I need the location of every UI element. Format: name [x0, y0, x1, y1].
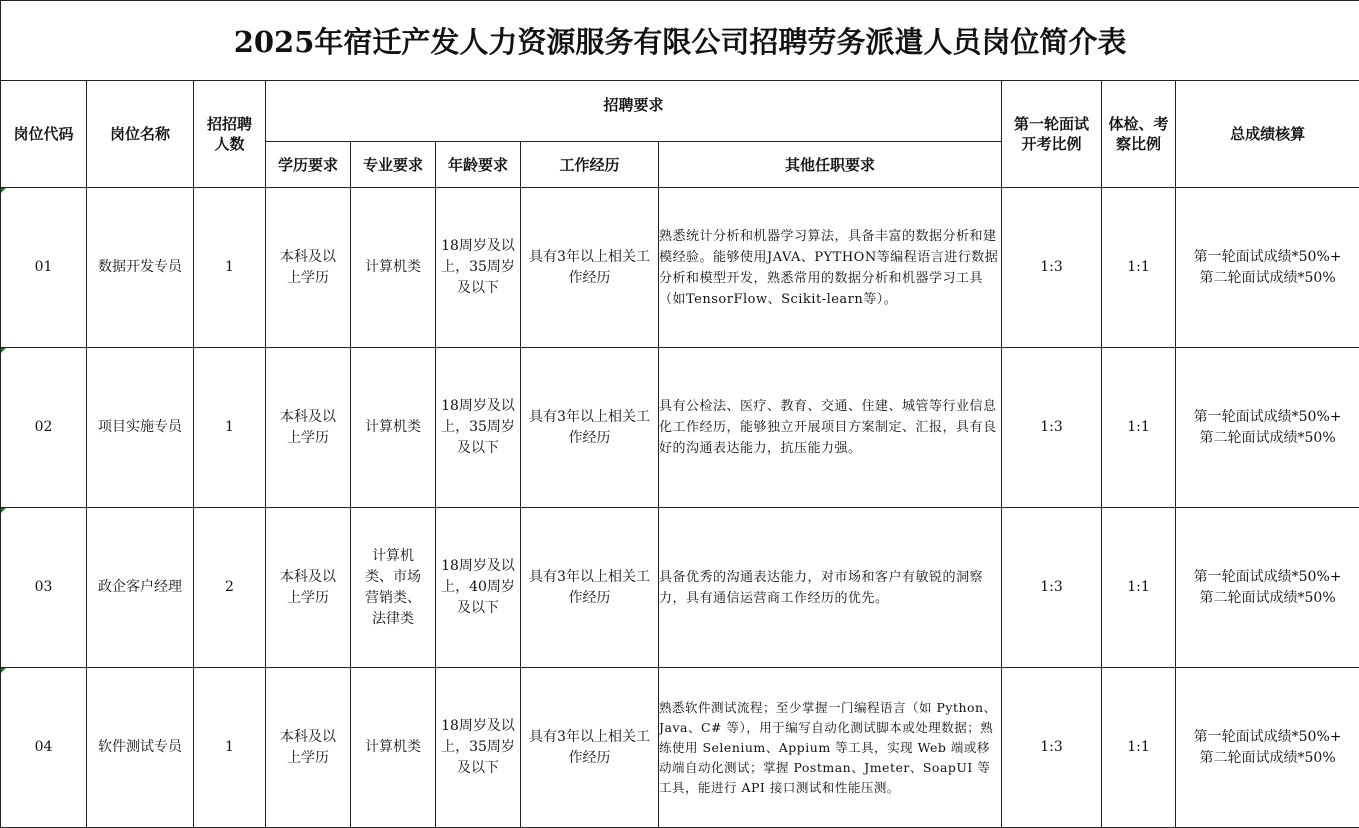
row-experience: 具有3年以上相关工作经历 — [521, 508, 659, 668]
row-interview-ratio: 1:3 — [1002, 188, 1102, 348]
table-row — [1, 348, 1359, 508]
score-line-1: 第一轮面试成绩*50%+ — [1176, 407, 1359, 428]
row-major: 计算机类 — [351, 668, 436, 828]
score-line-1: 第一轮面试成绩*50%+ — [1176, 567, 1359, 588]
header-interview-ratio: 第一轮面试开考比例 — [1002, 81, 1102, 188]
header-requirements: 招聘要求 — [266, 81, 1002, 142]
header-education: 学历要求 — [266, 142, 351, 188]
row-age: 18周岁及以上，35周岁及以下 — [436, 348, 521, 508]
row-name: 软件测试专员 — [87, 668, 194, 828]
row-major: 计算机类 — [351, 188, 436, 348]
score-line-1: 第一轮面试成绩*50%+ — [1176, 727, 1359, 748]
row-check-ratio: 1:1 — [1102, 508, 1176, 668]
header-code: 岗位代码 — [1, 81, 87, 188]
header-other: 其他任职要求 — [659, 142, 1002, 188]
row-education: 本科及以上学历 — [266, 668, 351, 828]
table-row — [1, 188, 1359, 348]
row-name: 政企客户经理 — [87, 508, 194, 668]
row-name: 项目实施专员 — [87, 348, 194, 508]
row-age: 18周岁及以上，40周岁及以下 — [436, 508, 521, 668]
row-experience: 具有3年以上相关工作经历 — [521, 348, 659, 508]
row-education: 本科及以上学历 — [266, 348, 351, 508]
row-interview-ratio: 1:3 — [1002, 508, 1102, 668]
table-row — [1, 668, 1359, 828]
row-count: 1 — [194, 188, 266, 348]
row-other-requirements: 熟悉统计分析和机器学习算法，具备丰富的数据分析和建模经验。能够使用JAVA、PYTHON等编程语言进行数据分析和模型开发，熟悉常用的数据分析和机器学习工具（如TensorFlow、Scikit-learn等）。 — [659, 188, 1002, 348]
row-other-requirements: 具备优秀的沟通表达能力，对市场和客户有敏锐的洞察力，具有通信运营商工作经历的优先。 — [659, 508, 1002, 668]
row-score-formula — [1176, 508, 1359, 668]
row-education: 本科及以上学历 — [266, 508, 351, 668]
row-experience: 具有3年以上相关工作经历 — [521, 668, 659, 828]
score-line-2: 第二轮面试成绩*50% — [1176, 428, 1359, 449]
row-check-ratio: 1:1 — [1102, 348, 1176, 508]
header-major: 专业要求 — [351, 142, 436, 188]
row-age: 18周岁及以上，35周岁及以下 — [436, 668, 521, 828]
row-check-ratio: 1:1 — [1102, 188, 1176, 348]
header-check-ratio: 体检、考察比例 — [1102, 81, 1176, 188]
row-other-requirements: 具有公检法、医疗、教育、交通、住建、城管等行业信息化工作经历，能够独立开展项目方案制定、汇报，具有良好的沟通表达能力，抗压能力强。 — [659, 348, 1002, 508]
header-count: 招招聘人数 — [194, 81, 266, 188]
header-experience: 工作经历 — [521, 142, 659, 188]
row-code: 02 — [1, 348, 87, 508]
header-age: 年龄要求 — [436, 142, 521, 188]
row-score-formula — [1176, 668, 1359, 828]
row-interview-ratio: 1:3 — [1002, 348, 1102, 508]
score-line-2: 第二轮面试成绩*50% — [1176, 268, 1359, 289]
row-score-formula — [1176, 188, 1359, 348]
row-score-formula — [1176, 348, 1359, 508]
row-code: 01 — [1, 188, 87, 348]
page-title: 2025年宿迁产发人力资源服务有限公司招聘劳务派遣人员岗位简介表 — [1, 1, 1359, 81]
row-age: 18周岁及以上，35周岁及以下 — [436, 188, 521, 348]
row-code: 04 — [1, 668, 87, 828]
row-count: 1 — [194, 348, 266, 508]
row-count: 2 — [194, 508, 266, 668]
row-major: 计算机类、市场营销类、法律类 — [351, 508, 436, 668]
header-score: 总成绩核算 — [1176, 81, 1359, 188]
score-line-2: 第二轮面试成绩*50% — [1176, 588, 1359, 609]
row-major: 计算机类 — [351, 348, 436, 508]
row-experience: 具有3年以上相关工作经历 — [521, 188, 659, 348]
row-other-requirements: 熟悉软件测试流程；至少掌握一门编程语言（如 Python、Java、C# 等），用于编写自动化测试脚本或处理数据；熟练使用 Selenium、Appium 等工具，实现 Web 端或移动端自动化测试；掌握 Postman、Jmeter、SoapUI 等工具，能进行 API 接口测试和性能压测。 — [659, 668, 1002, 828]
row-education: 本科及以上学历 — [266, 188, 351, 348]
row-count: 1 — [194, 668, 266, 828]
header-name: 岗位名称 — [87, 81, 194, 188]
score-line-1: 第一轮面试成绩*50%+ — [1176, 247, 1359, 268]
table-row — [1, 508, 1359, 668]
row-code: 03 — [1, 508, 87, 668]
row-check-ratio: 1:1 — [1102, 668, 1176, 828]
row-interview-ratio: 1:3 — [1002, 668, 1102, 828]
row-name: 数据开发专员 — [87, 188, 194, 348]
score-line-2: 第二轮面试成绩*50% — [1176, 748, 1359, 769]
